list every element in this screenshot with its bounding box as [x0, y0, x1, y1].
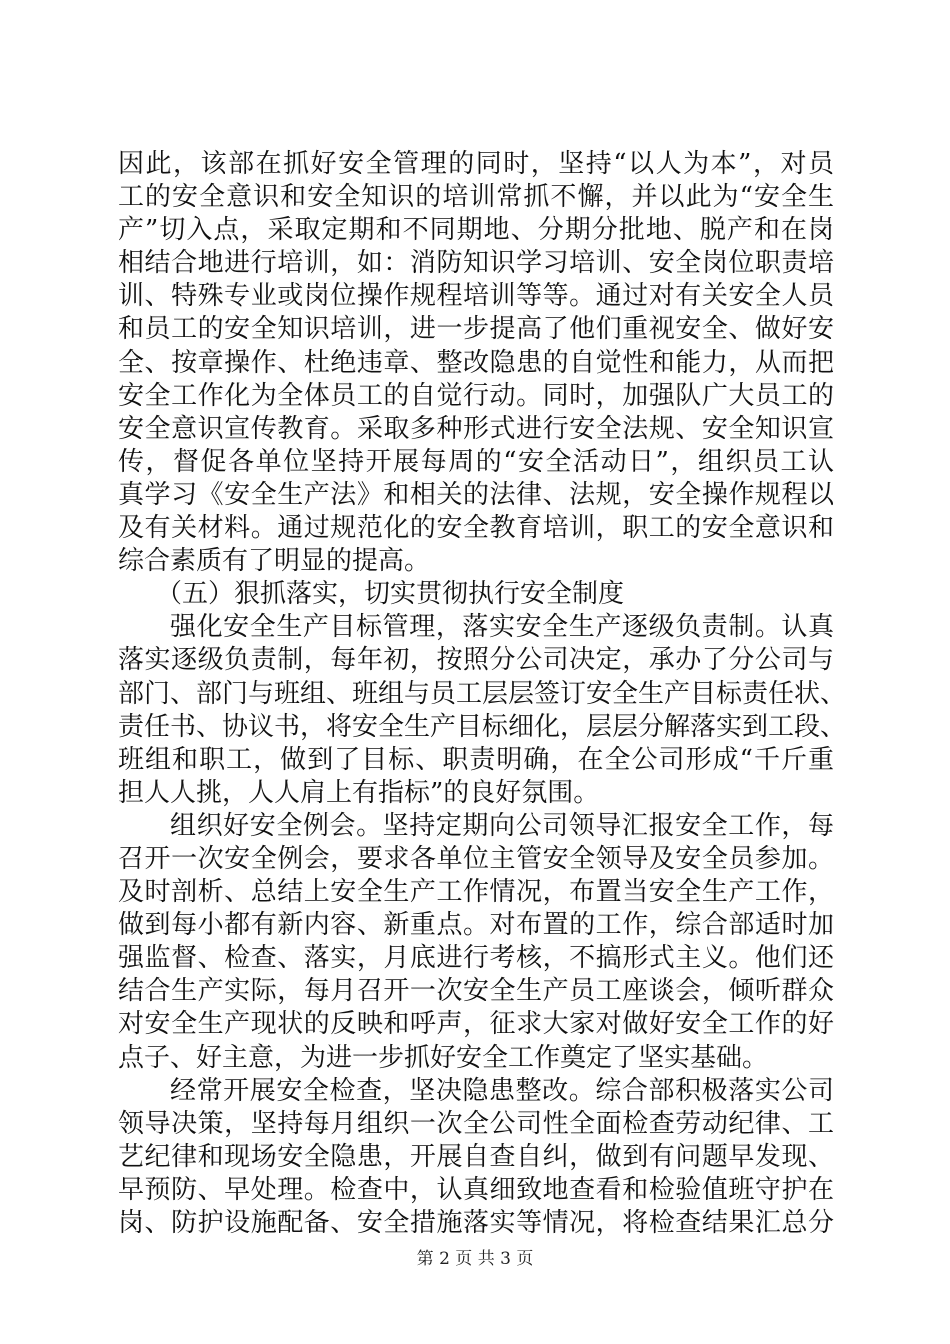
text-line: 组织好安全例会。坚持定期向公司领导汇报安全工作，每	[170, 810, 834, 841]
section-heading: （五）狠抓落实，切实贯彻执行安全制度	[156, 579, 625, 610]
text-line: 岗、防护设施配备、安全措施落实等情况，将检查结果汇总分	[118, 1208, 834, 1238]
text-line: 全、按章操作、杜绝违章、整改隐患的自觉性和能力，从而把	[118, 347, 834, 378]
text-line: 班组和职工，做到了目标、职责明确，在全公司形成“千斤重	[118, 744, 834, 775]
text-line: 传，督促各单位坚持开展每周的“安全活动日”，组织员工认	[118, 446, 834, 477]
text-line: 经常开展安全检查，坚决隐患整改。综合部积极落实公司	[170, 1075, 834, 1106]
text-line: 强化安全生产目标管理，落实安全生产逐级负责制。认真	[170, 612, 834, 643]
text-line: 对安全生产现状的反映和呼声，征求大家对做好安全工作的好	[118, 1009, 834, 1040]
text-line: 安全意识宣传教育。采取多种形式进行安全法规、安全知识宣	[118, 413, 834, 444]
text-line: 部门、部门与班组、班组与员工层层签订安全生产目标责任状、	[118, 678, 847, 709]
text-line: 工的安全意识和安全知识的培训常抓不懈，并以此为“安全生	[118, 182, 834, 213]
text-line: 责任书、协议书，将安全生产目标细化，层层分解落实到工段、	[118, 711, 847, 742]
text-line: 召开一次安全例会，要求各单位主管安全领导及安全员参加。	[118, 843, 834, 874]
text-line: 和员工的安全知识培训，进一步提高了他们重视安全、做好安	[118, 314, 834, 345]
text-line: 综合素质有了明显的提高。	[118, 546, 431, 577]
text-line: 点子、好主意，为进一步抓好安全工作奠定了坚实基础。	[118, 1042, 769, 1073]
text-line: 落实逐级负责制，每年初，按照分公司决定，承办了分公司与	[118, 645, 834, 676]
text-line: 艺纪律和现场安全隐患，开展自查自纠，做到有问题早发现、	[118, 1141, 834, 1172]
text-line: 相结合地进行培训，如：消防知识学习培训、安全岗位职责培	[118, 248, 834, 279]
text-line: 产”切入点，采取定期和不同期地、分期分批地、脱产和在岗	[118, 215, 834, 246]
text-line: 及有关材料。通过规范化的安全教育培训，职工的安全意识和	[118, 513, 834, 544]
text-line: 及时剖析、总结上安全生产工作情况，布置当安全生产工作，	[118, 877, 834, 908]
page-number-footer: 第 2 页 共 3 页	[416, 1249, 534, 1269]
text-line: 安全工作化为全体员工的自觉行动。同时，加强队广大员工的	[118, 380, 834, 411]
text-line: 训、特殊专业或岗位操作规程培训等等。通过对有关安全人员	[118, 281, 834, 312]
text-line: 早预防、早处理。检查中，认真细致地查看和检验值班守护在	[118, 1174, 834, 1205]
text-line: 领导决策，坚持每月组织一次全公司性全面检查劳动纪律、工	[118, 1108, 834, 1139]
text-line: 担人人挑，人人肩上有指标”的良好氛围。	[118, 777, 600, 808]
text-line: 强监督、检查、落实，月底进行考核，不搞形式主义。他们还	[118, 943, 834, 974]
text-line: 因此，该部在抓好安全管理的同时，坚持“以人为本”，对员	[118, 149, 834, 179]
text-line: 做到每小都有新内容、新重点。对布置的工作，综合部适时加	[118, 910, 834, 941]
text-line: 结合生产实际，每月召开一次安全生产员工座谈会，倾听群众	[118, 976, 834, 1007]
text-line: 真学习《安全生产法》和相关的法律、法规，安全操作规程以	[118, 479, 834, 510]
document-body	[118, 148, 847, 1240]
